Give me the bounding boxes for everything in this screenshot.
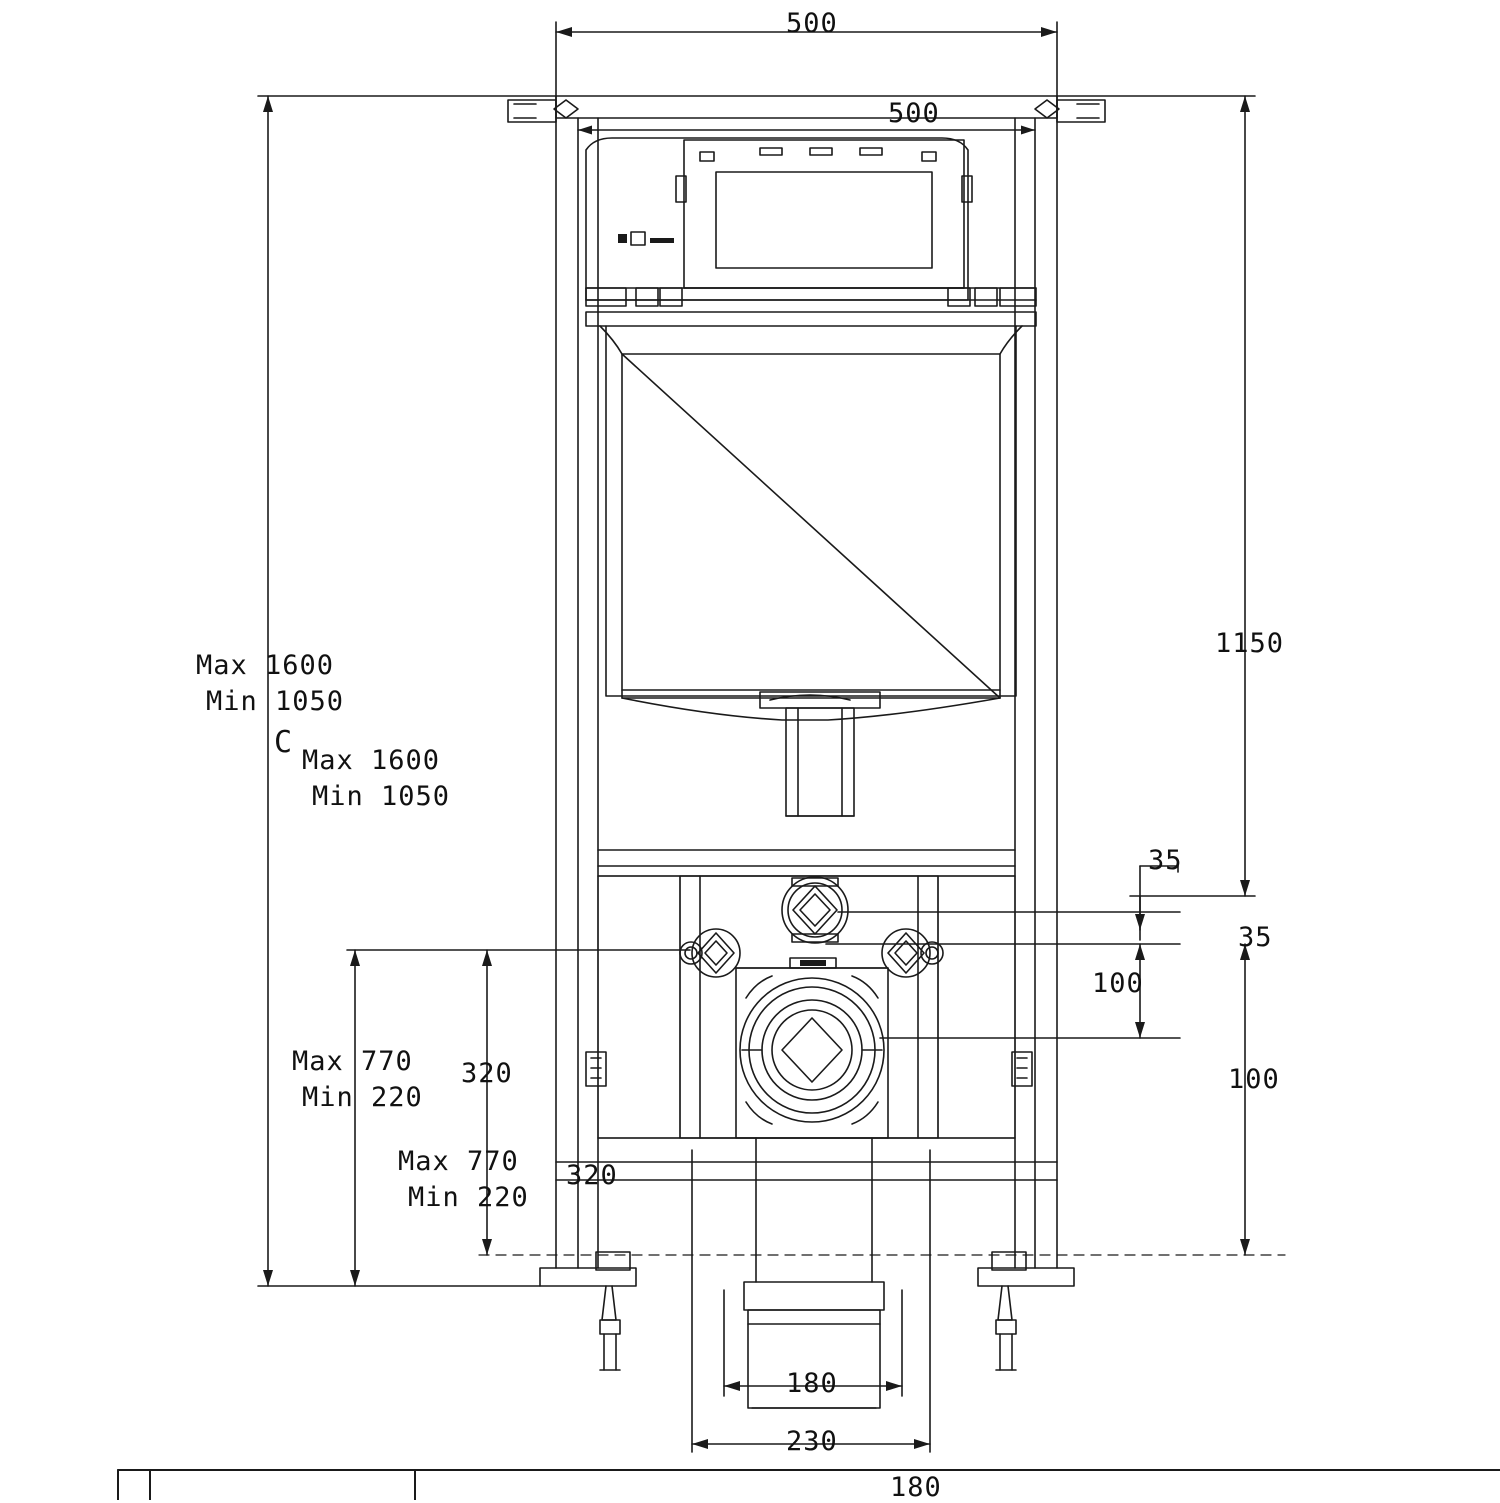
label-320: 320 [461,1058,513,1089]
label-right-100: 100 [1228,1064,1280,1095]
dim-right-100-lower [1240,944,1250,1255]
label-left-overall-2: Min 1050 [206,686,345,717]
label-right-1150: 1150 [1215,628,1285,659]
dim-right-1150 [1057,96,1255,896]
dim-320 [479,950,1285,1255]
label-right-100-small: 100 [1092,968,1144,999]
label-left-lower-dup-2: Min 220 [408,1182,529,1213]
label-left-lower-2: Min 220 [302,1082,423,1113]
bottom-rail-and-feet [540,1138,1074,1370]
label-bottom-180: 180 [786,1368,838,1399]
label-top-500: 500 [786,8,838,39]
dim-right-35-100 [826,866,1180,1038]
label-bottom-230: 230 [786,1426,838,1457]
label-left-overall-1: Max 1600 [196,650,335,681]
cistern-body [586,312,1036,816]
label-inner-500: 500 [888,98,940,129]
label-right-35: 35 [1238,922,1273,953]
label-right-35-small: 35 [1148,845,1183,876]
label-left-lower-1: Max 770 [292,1046,413,1077]
label-bottom-180-outer: 180 [890,1472,942,1503]
label-320-dup: 320 [566,1160,618,1191]
label-left-lower-dup-1: Max 770 [398,1146,519,1177]
flush-plate-housing [586,138,1036,306]
label-left-marker-c: C [274,725,294,760]
soil-outlet [740,976,884,1124]
water-inlet-fitting [782,877,848,943]
mid-cross-rail [598,850,1015,876]
dim-bottom-230 [692,1150,930,1452]
lower-outlet-section [586,876,1032,1138]
label-left-overall-dup-2: Min 1050 [312,781,451,812]
label-left-overall-dup-1: Max 1600 [302,745,441,776]
dim-left-lower [347,950,690,1286]
